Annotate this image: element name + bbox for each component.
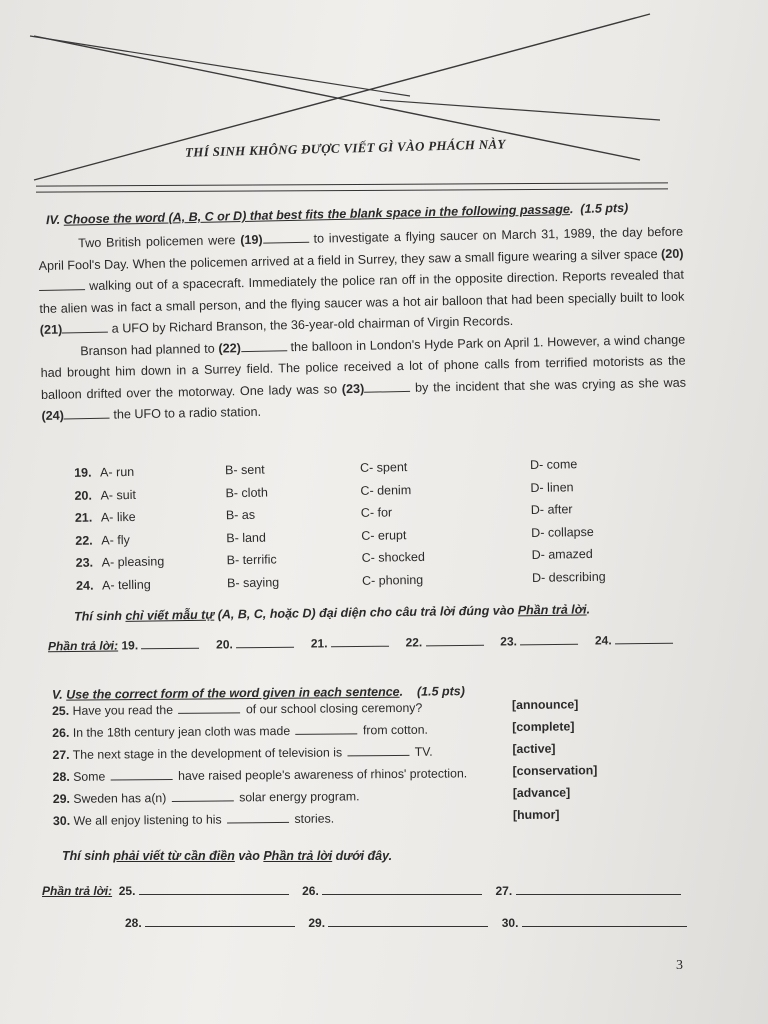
section-4-answer-row: Phần trả lời: 19. 20. 21. 22. 23. 24. bbox=[48, 633, 673, 654]
word-form-item: 26. In the 18th century jean cloth was made from cotton. [complete] bbox=[52, 719, 575, 740]
section-4-heading: IV. Choose the word (A, B, C or D) that best fits the blank space in the following passage. (1.5 pts) bbox=[45, 200, 629, 228]
options-row: 20. A- suit B- cloth C- denim D- linen bbox=[74, 479, 574, 503]
answer-blank-30[interactable] bbox=[522, 916, 687, 927]
word-form-item: 29. Sweden has a(n) solar energy program. [advance] bbox=[52, 785, 571, 806]
answer-blank-28[interactable] bbox=[145, 916, 295, 927]
answer-options bbox=[70, 456, 632, 601]
word-form-item: 27. The next stage in the development of television is TV. [active] bbox=[52, 741, 556, 762]
section-5-heading: V. Use the correct form of the word given in each sentence. (1.5 pts) bbox=[51, 684, 465, 702]
section-4-instruction: Thí sinh chỉ viết mẫu tự (A, B, C, hoặc D) đại diện cho câu trả lời đúng vào Phần trả lời. bbox=[73, 602, 591, 624]
passage-paragraph-2: Branson had planned to (22) the balloon in London's Hyde Park on April 1. However, a wind change had brought him down in a Surrey field. The police received a lot of phone calls from terrified motorists as the balloon drifted over the motorway. One lady was so (23) by the incident that she was crying as she was (24) the UFO to a radio station. bbox=[40, 332, 687, 423]
section-5-answer-row-2: 28. 29. 30. bbox=[125, 916, 687, 930]
options-row: 24. A- telling B- saying C- phoning D- describing bbox=[75, 569, 606, 593]
section-5-title: Use the correct form of the word given in each sentence bbox=[66, 684, 400, 702]
options-row: 22. A- fly B- land C- erupt D- collapse bbox=[75, 524, 594, 548]
passage-paragraph-1: Two British policemen were (19) to investigate a flying saucer on March 31, 1989, the day before April Fool's Day. When the policemen arrived at a field in Surrey, they saw a small figure wearing a silver space (20) walking out of a spacecraft. Immediately the police ran off in the opposite direction. Reports revealed that the alien was in fact a small person, and the flying saucer was a hot air balloon that had been specially built to look (21) a UFO by Richard Branson, the 36-year-old chairman of Virgin Records. bbox=[38, 224, 685, 337]
cut-line-cross bbox=[0, 0, 768, 210]
answer-blank-20[interactable] bbox=[236, 637, 294, 649]
answer-blank-25[interactable] bbox=[139, 884, 289, 895]
section-4-points: (1.5 pts) bbox=[580, 200, 629, 216]
answer-blank-22[interactable] bbox=[425, 635, 483, 647]
word-form-item: 25. Have you read the of our school closing ceremony? [announce] bbox=[52, 697, 579, 718]
word-form-item: 28. Some have raised people's awareness of rhinos' protection. [conservation] bbox=[52, 763, 598, 784]
section-4-title: Choose the word (A, B, C or D) that best fits the blank space in the following passage bbox=[63, 202, 571, 227]
options-row: 21. A- like B- as C- for D- after bbox=[74, 502, 573, 525]
word-form-item: 30. We all enjoy listening to his stories. [humor] bbox=[52, 807, 560, 828]
answer-blank-27[interactable] bbox=[516, 884, 681, 895]
word-form-list bbox=[52, 699, 613, 836]
answer-blank-24[interactable] bbox=[615, 633, 673, 645]
section-5-points: (1.5 pts) bbox=[416, 684, 465, 699]
answer-blank-29[interactable] bbox=[328, 916, 488, 927]
phach-notice: THÍ SINH KHÔNG ĐƯỢC VIẾT GÌ VÀO PHÁCH NÀY bbox=[184, 136, 506, 160]
options-row: 19. A- run B- sent C- spent D- come bbox=[73, 457, 578, 480]
section-5-answer-row-1: Phần trả lời: 25. 26. 27. bbox=[42, 884, 681, 898]
answer-blank-23[interactable] bbox=[520, 634, 578, 646]
answer-blank-21[interactable] bbox=[331, 636, 389, 648]
answer-blank-26[interactable] bbox=[322, 884, 482, 895]
options-row: 23. A- pleasing B- terrific C- shocked D- amazed bbox=[75, 546, 593, 570]
section-5-instruction: Thí sinh phải viết từ cần điền vào Phần trả lời dưới đây. bbox=[62, 849, 393, 863]
answer-blank-19[interactable] bbox=[141, 638, 199, 650]
reading-passage bbox=[38, 222, 687, 428]
page-number: 3 bbox=[676, 958, 683, 973]
